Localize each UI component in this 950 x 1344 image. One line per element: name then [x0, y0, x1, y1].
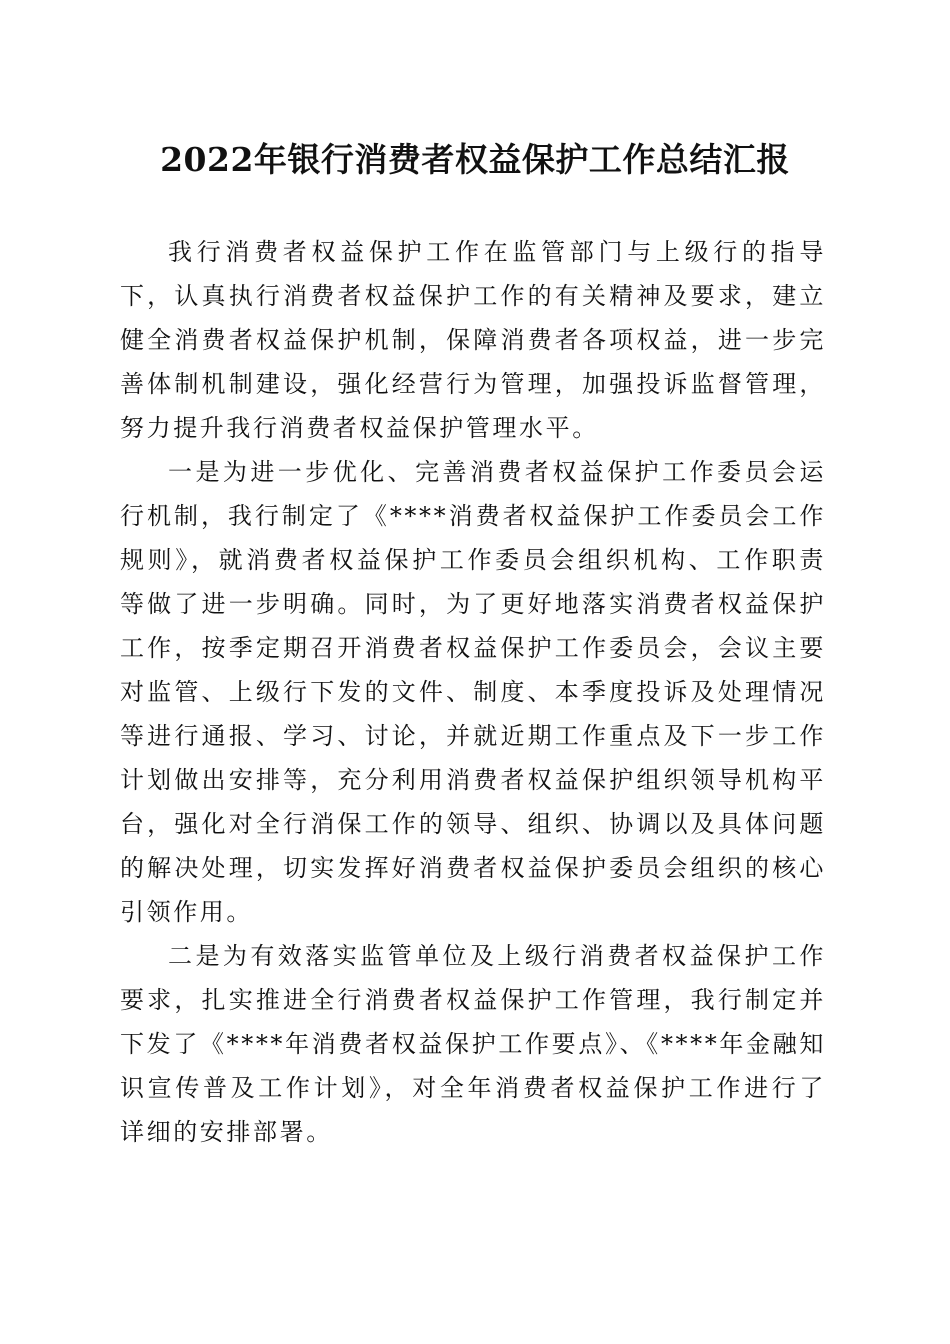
paragraph-point-one: 一是为进一步优化、完善消费者权益保护工作委员会运行机制，我行制定了《****消费者权益保护工作委员会工作规则》，就消费者权益保护工作委员会组织机构、工作职责等做了进一步明确。同时，为了更好地落实消费者权益保护工作，按季定期召开消费者权益保护工作委员会，会议主要对监管、上级行下发的文件、制度、本季度投诉及处理情况等进行通报、学习、讨论，并就近期工作重点及下一步工作计划做出安排等，充分利用消费者权益保护组织领导机构平台，强化对全行消保工作的领导、组织、协调以及具体问题的解决处理，切实发挥好消费者权益保护委员会组织的核心引领作用。 [120, 458, 826, 926]
paragraph-point-two: 二是为有效落实监管单位及上级行消费者权益保护工作要求，扎实推进全行消费者权益保护工作管理，我行制定并下发了《****年消费者权益保护工作要点》、《****年金融知识宣传普及工作计划》，对全年消费者权益保护工作进行了详细的安排部署。 [120, 942, 826, 1146]
paragraph-intro: 我行消费者权益保护工作在监管部门与上级行的指导下，认真执行消费者权益保护工作的有关精神及要求，建立健全消费者权益保护机制，保障消费者各项权益，进一步完善体制机制建设，强化经营行为管理，加强投诉监督管理，努力提升我行消费者权益保护管理水平。 [120, 238, 826, 442]
document-body [120, 230, 826, 1154]
document-title: 2022年银行消费者权益保护工作总结汇报 [160, 140, 790, 179]
